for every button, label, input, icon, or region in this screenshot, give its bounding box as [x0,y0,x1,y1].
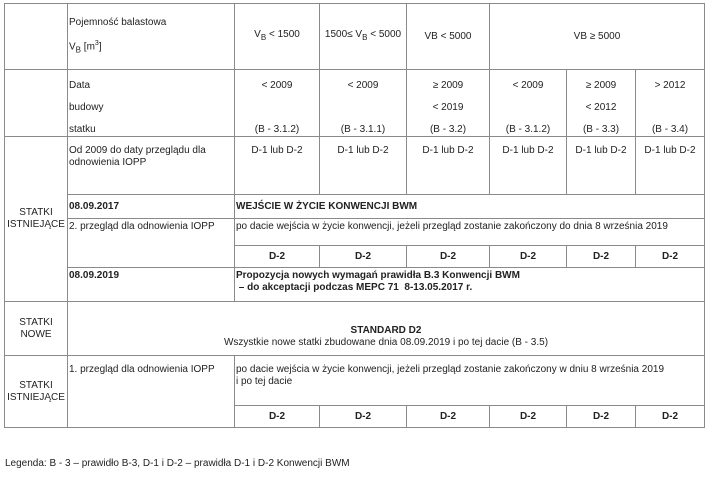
d2-value: D-2 [235,246,320,268]
iopp-value: D-1 lub D-2 [407,137,490,195]
col-header-vb-ge-5000: VB ≥ 5000 [490,4,705,70]
iopp-value: D-1 lub D-2 [490,137,567,195]
b3-proposal: Propozycja nowych wymagań prawidła B.3 Konwencji BWM – do akceptacji podczas MEPC 71 8-13.05.2017 r. [235,268,705,302]
iopp-value: D-1 lub D-2 [567,137,636,195]
col-header-vb-lt-1500: $V_B < 1500$ [235,4,320,70]
second-survey-label: 2. przegląd dla odnowienia IOPP [68,219,235,268]
new-ships-label: STATKI NOWE [5,302,68,356]
ballast-water-table [4,3,705,428]
d2-value: D-2 [407,246,490,268]
iopp-period-label: Od 2009 do daty przeglądu dla odnowienia IOPP [68,137,235,195]
iopp-value: D-1 lub D-2 [235,137,320,195]
iopp-value: D-1 lub D-2 [636,137,705,195]
d2-value: D-2 [320,246,407,268]
build-cell: > 2012 (B - 3.4) [636,70,705,137]
first-survey-label: 1. przegląd dla odnowienia IOPP [68,356,235,428]
d2-value: D-2 [490,246,567,268]
d2-value: D-2 [567,246,636,268]
build-cell: < 2009 (B - 3.1.2) [235,70,320,137]
standard-d2-title: STANDARD D2 [350,324,422,336]
date-2019: 08.09.2019 [68,268,235,302]
d2-value: D-2 [567,406,636,428]
corner-cell [5,4,68,70]
standard-d2-cell [68,302,705,356]
blank-cell [5,70,68,137]
d2-value: D-2 [636,406,705,428]
col-header-vb-lt-5000: VB < 5000 [407,4,490,70]
standard-d2-text: Wszystkie nowe statki zbudowane dnia 08.09.2019 i po tej dacie (B - 3.5) [223,336,549,348]
existing-ships-label-2: STATKI ISTNIEJĄCE [5,356,68,428]
capacity-unit: $V_B$ $[m^3]$ [69,39,102,55]
d2-value: D-2 [636,246,705,268]
d2-value: D-2 [407,406,490,428]
build-cell: < 2009 (B - 3.1.1) [320,70,407,137]
col-header-vb-1500-5000: $1500\le V_B < 5000$ [320,4,407,70]
date-2017: 08.09.2017 [68,195,235,219]
existing-ships-label: STATKI ISTNIEJĄCE [5,137,68,302]
build-cell: ≥ 2009 < 2019 (B - 3.2) [407,70,490,137]
build-date-label: Data budowy statku [68,70,235,137]
capacity-header: Pojemność balastowa $V_B$ $[m^3]$ [68,4,235,70]
second-survey-text: po dacie wejścia w życie konwencji, jeżeli przegląd zostanie zakończony do dnia 8 września 2019 [235,219,705,246]
iopp-value: D-1 lub D-2 [320,137,407,195]
first-survey-text: po dacie wejścia w życie konwencji, jeżeli przegląd zostanie zakończony w dniu 8 września 2019 i po tej dacie [235,356,705,406]
build-cell: < 2009 (B - 3.1.2) [490,70,567,137]
build-cell: ≥ 2009 < 2012 (B - 3.3) [567,70,636,137]
convention-entry-title: WEJŚCIE W ŻYCIE KONWENCJI BWM [235,195,705,219]
legend: Legenda: B - 3 – prawidło B-3, D-1 i D-2 – prawidła D-1 i D-2 Konwencji BWM [5,458,350,469]
d2-value: D-2 [235,406,320,428]
d2-value: D-2 [320,406,407,428]
d2-value: D-2 [490,406,567,428]
